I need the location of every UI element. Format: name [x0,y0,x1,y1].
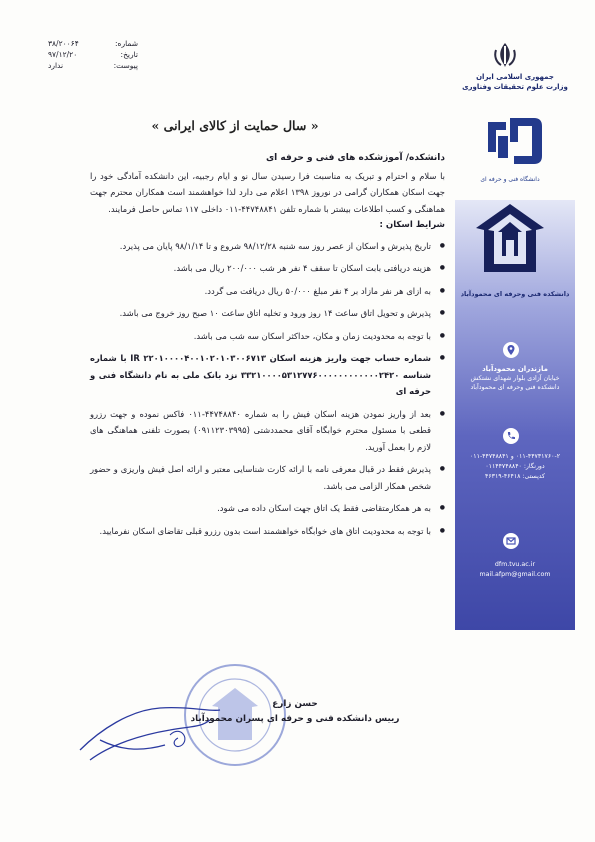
college-logo-icon [470,200,550,280]
condition-item: ● به هر همکارمتقاضی فقط یک اتاق جهت اسکان داده می شود. [90,500,445,517]
fax-line: دورنگار: ۰۱۱۴۴۷۴۸۸۴۰ [485,463,545,470]
condition-item: ● با توجه به محدودیت زمان و مکان، حداکثر اسکان سه شب می باشد. [90,328,445,345]
condition-item: ● به ازای هر نفر مازاد بر ۴ نفر مبلغ ۵۰/۰۰۰ ریال دریافت می گردد. [90,283,445,300]
address-block [455,365,575,392]
address-line-2: دانشکده فنی وحرفه ای محمودآباد [470,384,560,391]
conditions-list [90,238,445,540]
conditions-title: شرایط اسکان : [379,220,445,230]
college-name: دانشکده فنی وحرفه ای محمودآباد [460,290,570,298]
condition-item: ● با توجه به محدودیت اتاق های خوابگاه خواهشمند است بدون رزرو قبلی تقاضای اسکان نفرمایید. [90,523,445,540]
location-pin-icon [503,342,519,358]
signer-name: حسن زارع [272,699,318,709]
email-link[interactable]: mail.afpm@gmail.com [479,571,551,578]
condition-item: ● بعد از واریز نمودن هزینه اسکان فیش را به شماره ۴۴۷۴۸۸۴۰-۰۱۱ فاکس نموده و جهت رزرو قطعی با مسئول محترم خوابگاه آقای محمددشتی (۰۹۱۱۲۳۰۳۹۹۵) بصورت تلفنی هماهنگی های لازم را بعمل آورید. [90,406,445,456]
iran-emblem-icon [490,40,520,70]
attachment-label: پیوست: [113,61,138,70]
tvu-caption: دانشگاه فنی و حرفه ای [480,176,540,183]
government-header [445,72,585,92]
contact-block [455,452,575,482]
attachment-value: ندارد [48,61,64,70]
web-block [455,560,575,580]
phone-line: ۰۱۱-۴۴۷۳۱۷۶۰-۲ و ۴۴۷۴۸۸۴۱-۰۱۱ [469,453,561,460]
date-label: تاریخ: [120,50,138,59]
phone-icon [503,428,519,444]
address-heading: مازندران محمودآباد [482,365,548,373]
website-link[interactable]: dfm.tvu.ac.ir [494,561,536,568]
condition-item: ● پذیرش و تحویل اتاق ساعت ۱۴ روز ورود و تخلیه اتاق ساعت ۱۰ صبح روز خروج می باشد. [90,305,445,322]
postal-code-line: کدپستی: ۴۶۴۱۸-۴۶۳۱۹ [485,473,545,480]
condition-item: ● شماره حساب جهت واریز هزینه اسکان IR ۲۲۰۱۰۰۰۰۴۰۰۱۰۲۰۱۰۳۰۰۶۷۱۳ با شماره شناسه ۳۳۲۱۰۰۰۰۵۳۱۲۷۷۶۰۰۰۰۰۰۰۰۰۰۰۰۲۴۲۰ نزد بانک ملی به نام دانشگاه فنی و حرفه ای [90,350,445,400]
signer-title: رییس دانشکده فنی و حرفه ای پسران محمودآباد [190,714,400,724]
number-value: ۳۸/۲۰۰۶۴ [48,39,79,48]
slogan: « سال حمایت از کالای ایرانی » [151,118,319,133]
tvu-logo-icon [478,112,548,172]
mail-icon [503,533,519,549]
gov-line-1: جمهوری اسلامی ایران [476,73,554,81]
number-label: شماره: [115,39,138,48]
condition-item: ● پذیرش فقط در قبال معرفی نامه با ارائه کارت شناسایی معتبر و ارائه اصل فیش واریزی و حضور شخص همکار الزامی می باشد. [90,461,445,494]
reference-block [48,38,138,71]
gov-line-2: وزارت علوم تحقیقات وفناوری [462,83,568,91]
condition-item: ● تاریخ پذیرش و اسکان از عصر روز سه شنبه ۹۸/۱۲/۲۸ شروع و تا ۹۸/۱/۱۴ پایان می پذیرد. [90,238,445,255]
intro-paragraph: با سلام و احترام و تبریک به مناسبت فرا رسیدن سال نو و ایام رجبیه، این دانشکده آمادگی خود را جهت اسکان همکاران گرامی در نوروز ۱۳۹۸ اعلام می دارد لذا خواهشمند است همکاران محترم جهت هماهنگی و کسب اطلاعات بیشتر با شماره تلفن ۴۴۷۴۸۸۴۱-۰۱۱ داخلی ۱۱۷ تماس حاصل فرمایند. [90,170,445,214]
condition-item: ● هزینه دریافتی بابت اسکان تا سقف ۴ نفر هر شب ۲۰۰/۰۰۰ ریال می باشد. [90,260,445,277]
date-value: ۹۷/۱۲/۲۰ [48,50,78,59]
recipient: دانشکده/ آموزشکده های فنی و حرفه ای [265,153,445,163]
signer-block [170,697,420,727]
letter-body [90,150,445,545]
address-line-1: خیابان آزادی بلوار شهدای نشتکش [470,375,560,382]
